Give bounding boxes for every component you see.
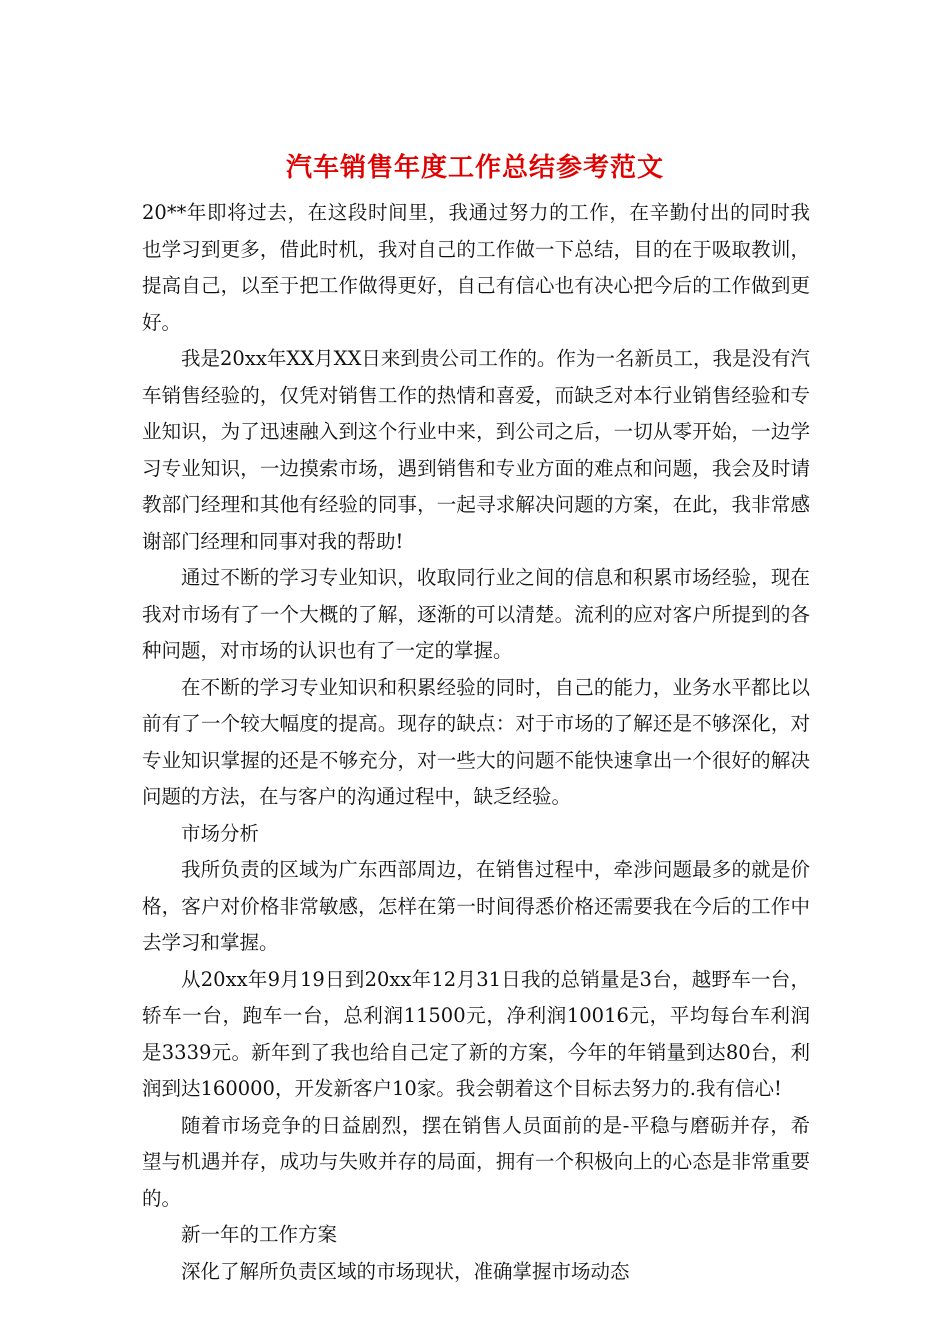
paragraph-learning: 通过不断的学习专业知识，收取同行业之间的信息和积累市场经验，现在我对市场有了一个大概的了解，逐渐的可以清楚。流利的应对客户所提到的各种问题，对市场的认识也有了一定的掌握。 (142, 566, 810, 662)
section-heading-new-plan: 新一年的工作方案 (181, 1223, 338, 1246)
paragraph-region: 我所负责的区域为广东西部周边，在销售过程中，牵涉问题最多的就是价格，客户对价格非常敏感，怎样在第一时间得悉价格还需要我在今后的工作中去学习和掌握。 (142, 858, 810, 954)
paragraph-joining: 我是20xx年XX月XX日来到贵公司工作的。作为一名新员工，我是没有汽车销售经验的，仅凭对销售工作的热情和喜爱，而缺乏对本行业销售经验和专业知识，为了迅速融入到这个行业中来，到公司之后，一切从零开始，一边学习专业知识，一边摸索市场，遇到销售和专业方面的难点和问题，我会及时请教部门经理和其他有经验的同事，一起寻求解决问题的方案，在此，我非常感谢部门经理和同事对我的帮助! (142, 347, 810, 553)
paragraph-sales-figures: 从20xx年9月19日到20xx年12月31日我的总销量是3台，越野车一台，轿车一台，跑车一台，总利润11500元，净利润10016元，平均每台车利润是3339元。新年到了我也给自己定了新的方案，今年的年销量到达80台，利润到达160000，开发新客户10家。我会朝着这个目标去努力的.我有信心! (142, 967, 810, 1100)
paragraph-plan-item: 深化了解所负责区域的市场现状，准确掌握市场动态 (181, 1259, 630, 1283)
document-title: 汽车销售年度工作总结参考范文 (285, 153, 664, 183)
document-body (142, 195, 810, 1290)
paragraph-intro: 20**年即将过去，在这段时间里，我通过努力的工作，在辛勤付出的同时我也学习到更多，借此时机，我对自己的工作做一下总结，目的在于吸取教训，提高自己，以至于把工作做得更好，自己有信心也有决心把今后的工作做到更好。 (142, 201, 810, 334)
paragraph-competition: 随着市场竞争的日益剧烈，摆在销售人员面前的是-平稳与磨砺并存，希望与机遇并存，成功与失败并存的局面，拥有一个积极向上的心态是非常重要的。 (142, 1113, 810, 1210)
section-heading-market-analysis: 市场分析 (181, 821, 260, 845)
paragraph-shortcomings: 在不断的学习专业知识和积累经验的同时，自己的能力，业务水平都比以前有了一个较大幅度的提高。现存的缺点：对于市场的了解还是不够深化，对专业知识掌握的还是不够充分，对一些大的问题不能快速拿出一个很好的解决问题的方法，在与客户的沟通过程中，缺乏经验。 (142, 675, 810, 808)
